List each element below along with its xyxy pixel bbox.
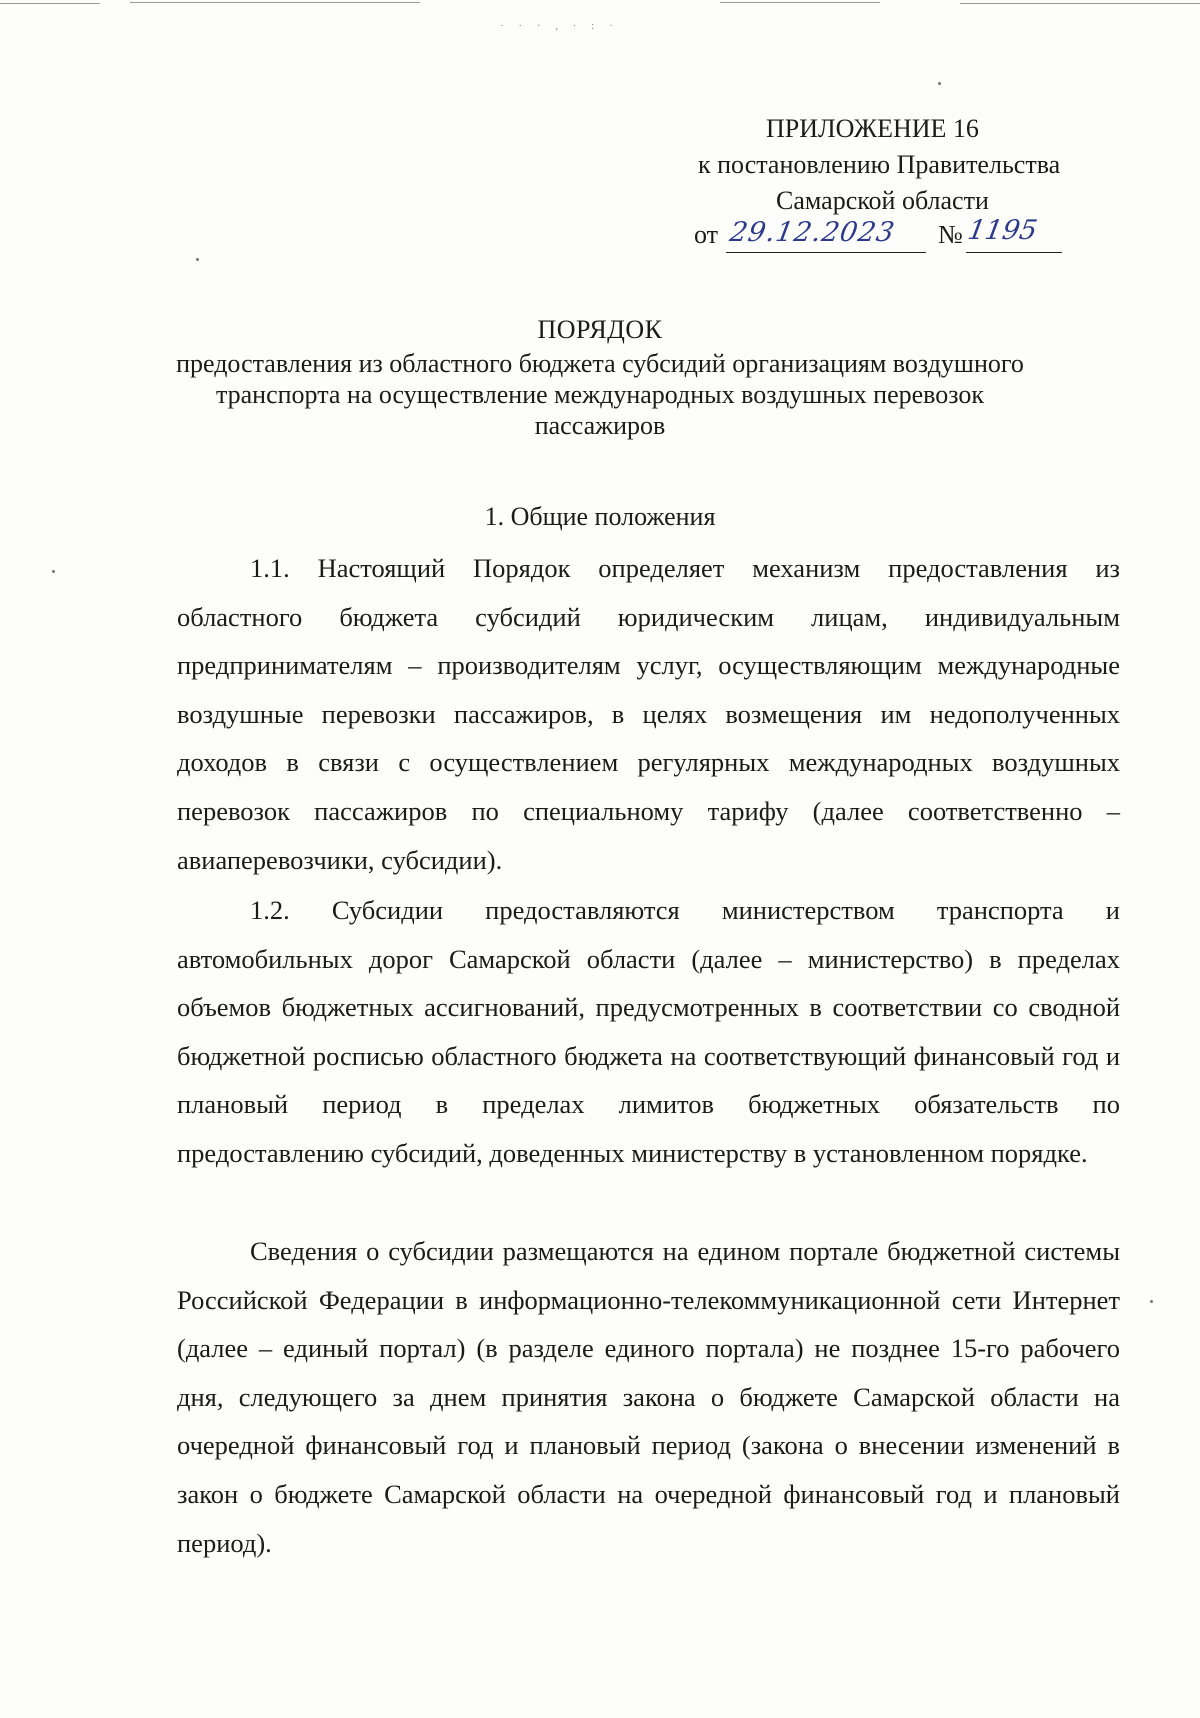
- scan-noise: · · · , · : ·: [500, 20, 619, 32]
- paragraph-1-1: [177, 544, 1120, 884]
- number-prefix: №: [938, 220, 963, 249]
- section-heading: 1. Общие положения: [484, 502, 716, 531]
- number-field: [965, 215, 1062, 253]
- document-title-block: [150, 312, 1050, 441]
- paragraph-1-2: [177, 886, 1120, 1178]
- scan-speck: [52, 570, 55, 573]
- date-field: [726, 217, 926, 253]
- scan-edge-line: [960, 3, 1200, 4]
- scan-edge-line: [130, 2, 420, 3]
- region-name: Самарской области: [776, 186, 989, 215]
- scan-speck: [1150, 1300, 1153, 1303]
- handwritten-date: 29.12.2023: [727, 217, 898, 248]
- scan-edge-line: [720, 2, 880, 3]
- decree-reference: к постановлению Правительства: [698, 150, 1061, 179]
- paragraph-text: 1.1. Настоящий Порядок определяет механизм предоставления из областного бюджета субсидий юридическим лицам, индивидуальным предпринимателям – производителям услуг, осуществляющим международные воздушные перевозки пассажиров, в целях возмещения им недополученных доходов в связи с осуществлением регулярных международных воздушных перевозок пассажиров по специальному тарифу (далее соответственно – авиаперевозчики, субсидии).: [177, 553, 1120, 875]
- document-subtitle: предоставления из областного бюджета субсидий организациям воздушного транспорта на осуществление международных воздушных перевозок пассажиров: [176, 349, 1024, 440]
- decree-date-number-row: [694, 215, 1114, 258]
- scan-edge-line: [0, 3, 100, 4]
- paragraph-text: 1.2. Субсидии предоставляются министерством транспорта и автомобильных дорог Самарской области (далее – министерство) в пределах объемов бюджетных ассигнований, предусмотренных в соответствии со сводной бюджетной росписью областного бюджета на соответствующий финансовый год и плановый период в пределах лимитов бюджетных обязательств по предоставлению субсидий, доведенных министерству в установленном порядке.: [177, 895, 1120, 1168]
- appendix-title: ПРИЛОЖЕНИЕ 16: [766, 114, 979, 143]
- document-title: ПОРЯДОК: [537, 315, 663, 344]
- date-prefix: от: [694, 220, 719, 249]
- paragraph-text: Сведения о субсидии размещаются на едином портале бюджетной системы Российской Федерации в информационно-телекоммуникационной сети Интернет (далее – единый портал) (в разделе единого портала) не позднее 15-го рабочего дня, следующего за днем принятия закона о бюджете Самарской области на очередной финансовый год и плановый период (закона о внесении изменений в закон о бюджете Самарской области на очередной финансовый год и плановый период).: [177, 1236, 1120, 1558]
- scan-speck: [938, 82, 941, 85]
- paragraph-portal-info: [177, 1227, 1120, 1567]
- handwritten-number: 1195: [965, 215, 1040, 246]
- scan-speck: [196, 258, 199, 261]
